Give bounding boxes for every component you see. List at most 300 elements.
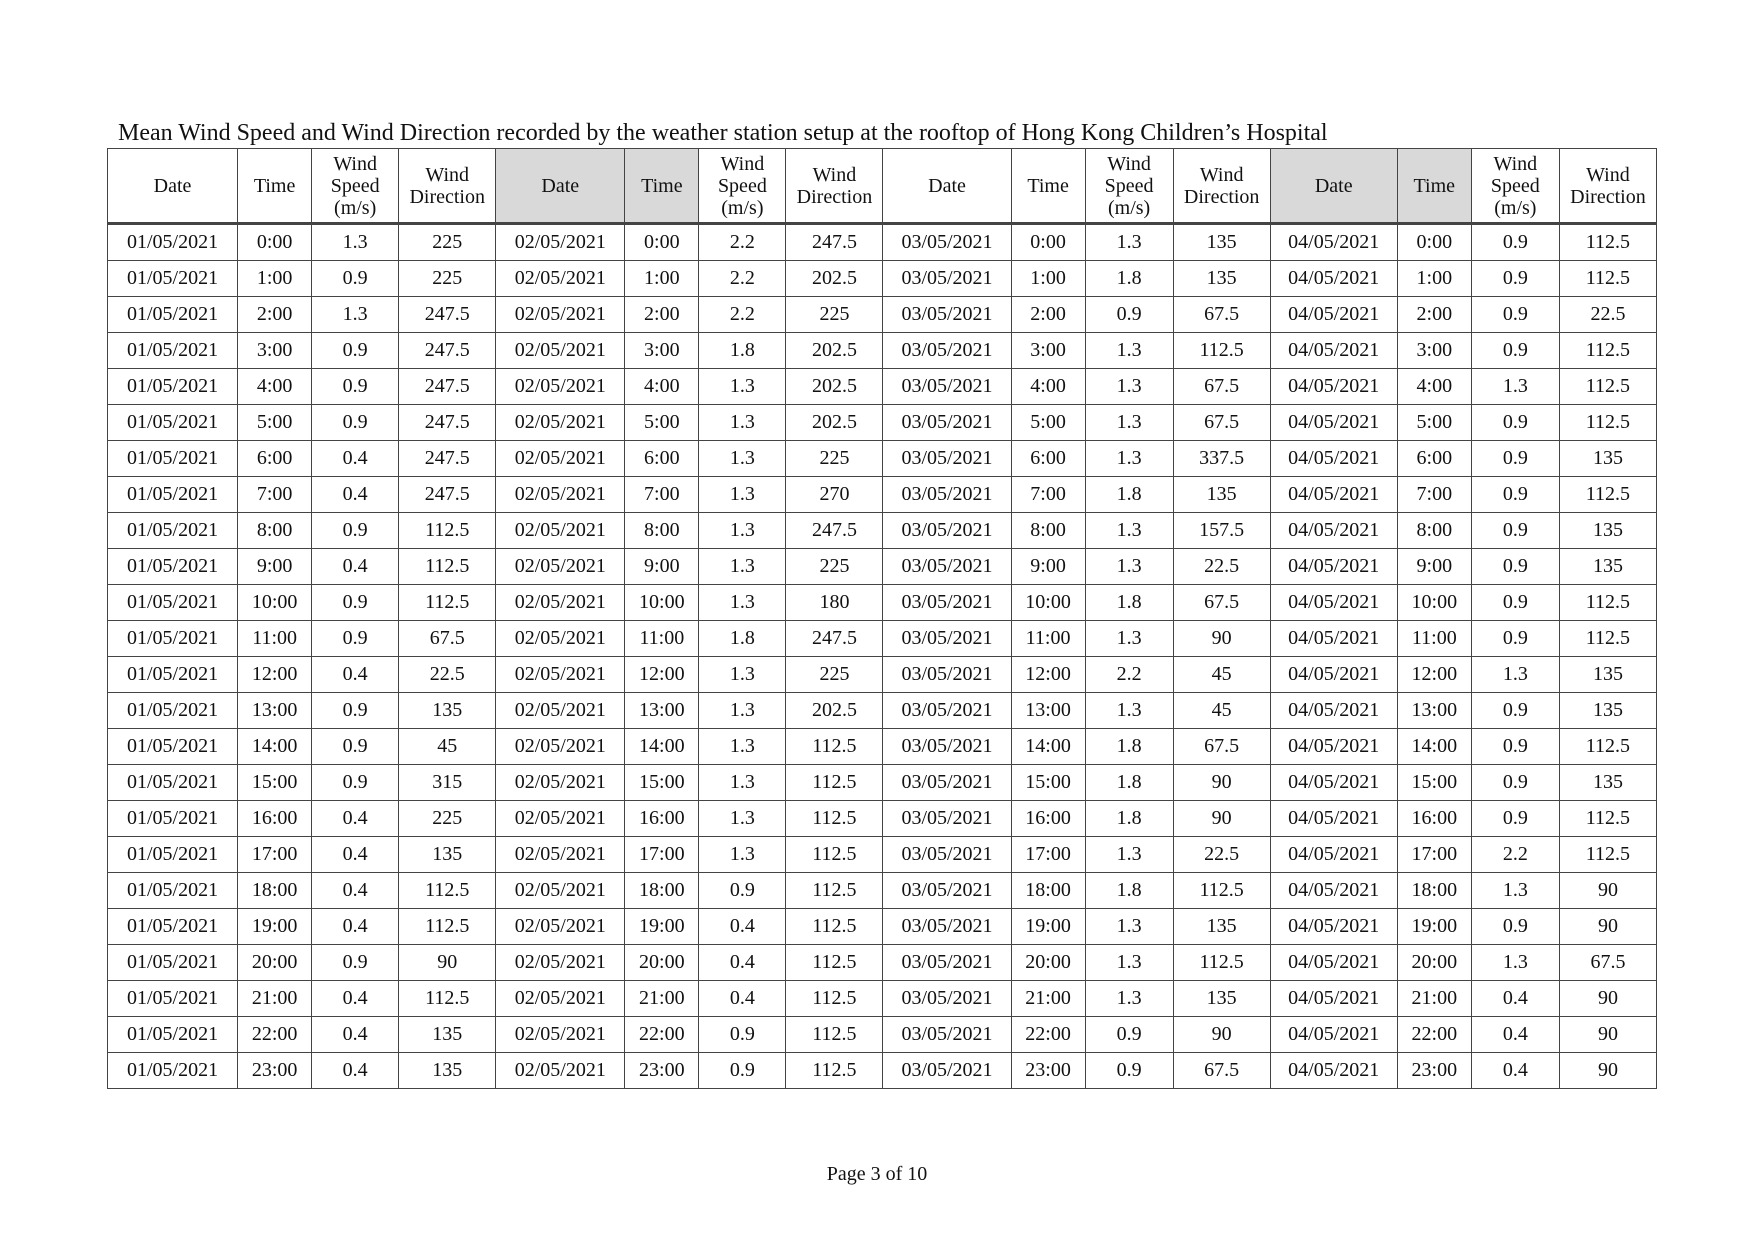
wind-speed-cell: 1.3 — [1471, 369, 1559, 405]
wind-speed-cell: 1.3 — [699, 441, 786, 477]
wind-direction-cell: 135 — [1173, 224, 1270, 261]
date-cell: 04/05/2021 — [1270, 1017, 1397, 1053]
time-cell: 8:00 — [1011, 513, 1085, 549]
date-cell: 01/05/2021 — [108, 549, 238, 585]
wind-direction-cell: 112.5 — [1559, 261, 1656, 297]
wind-speed-cell: 0.9 — [1471, 801, 1559, 837]
header-wind-speed-1: Wind Speed (m/s) — [312, 149, 399, 224]
time-cell: 11:00 — [1397, 621, 1471, 657]
wind-speed-cell: 1.3 — [699, 405, 786, 441]
wind-direction-cell: 112.5 — [1559, 224, 1656, 261]
time-cell: 0:00 — [238, 224, 312, 261]
time-cell: 9:00 — [1011, 549, 1085, 585]
time-cell: 2:00 — [1397, 297, 1471, 333]
time-cell: 18:00 — [1011, 873, 1085, 909]
wind-speed-cell: 0.9 — [312, 621, 399, 657]
time-cell: 14:00 — [1397, 729, 1471, 765]
wind-direction-cell: 247.5 — [786, 513, 883, 549]
table-row — [108, 441, 1657, 477]
time-cell: 4:00 — [238, 369, 312, 405]
wind-speed-cell: 1.3 — [312, 224, 399, 261]
wind-speed-cell: 0.4 — [312, 441, 399, 477]
time-cell: 11:00 — [238, 621, 312, 657]
date-cell: 01/05/2021 — [108, 765, 238, 801]
time-cell: 22:00 — [625, 1017, 699, 1053]
header-time-2: Time — [625, 149, 699, 224]
time-cell: 0:00 — [1397, 224, 1471, 261]
date-cell: 02/05/2021 — [496, 441, 625, 477]
date-cell: 03/05/2021 — [883, 261, 1011, 297]
wind-speed-cell: 0.9 — [1471, 441, 1559, 477]
time-cell: 21:00 — [238, 981, 312, 1017]
table-row — [108, 297, 1657, 333]
table-row — [108, 405, 1657, 441]
time-cell: 4:00 — [625, 369, 699, 405]
time-cell: 13:00 — [1397, 693, 1471, 729]
wind-speed-cell: 1.3 — [699, 657, 786, 693]
time-cell: 4:00 — [1397, 369, 1471, 405]
wind-direction-cell: 112.5 — [1559, 621, 1656, 657]
wind-direction-cell: 247.5 — [399, 333, 496, 369]
date-cell: 04/05/2021 — [1270, 333, 1397, 369]
time-cell: 17:00 — [1397, 837, 1471, 873]
wind-direction-cell: 135 — [399, 1017, 496, 1053]
date-cell: 02/05/2021 — [496, 909, 625, 945]
date-cell: 04/05/2021 — [1270, 441, 1397, 477]
wind-direction-cell: 112.5 — [399, 549, 496, 585]
date-cell: 02/05/2021 — [496, 873, 625, 909]
date-cell: 04/05/2021 — [1270, 657, 1397, 693]
time-cell: 14:00 — [238, 729, 312, 765]
time-cell: 15:00 — [625, 765, 699, 801]
wind-direction-cell: 112.5 — [399, 981, 496, 1017]
wind-direction-cell: 135 — [1559, 441, 1656, 477]
wind-speed-cell: 0.4 — [1471, 1053, 1559, 1089]
header-time-1: Time — [238, 149, 312, 224]
date-cell: 03/05/2021 — [883, 801, 1011, 837]
wind-direction-cell: 90 — [1559, 981, 1656, 1017]
wind-speed-cell: 0.4 — [312, 549, 399, 585]
wind-speed-cell: 1.3 — [1085, 369, 1173, 405]
time-cell: 16:00 — [625, 801, 699, 837]
date-cell: 03/05/2021 — [883, 621, 1011, 657]
time-cell: 9:00 — [238, 549, 312, 585]
time-cell: 5:00 — [1397, 405, 1471, 441]
wind-direction-cell: 112.5 — [399, 909, 496, 945]
header-wind-speed-2: Wind Speed (m/s) — [699, 149, 786, 224]
date-cell: 03/05/2021 — [883, 909, 1011, 945]
header-wind-direction-2: Wind Direction — [786, 149, 883, 224]
wind-direction-cell: 67.5 — [1173, 405, 1270, 441]
time-cell: 6:00 — [1397, 441, 1471, 477]
time-cell: 3:00 — [238, 333, 312, 369]
date-cell: 02/05/2021 — [496, 297, 625, 333]
time-cell: 2:00 — [625, 297, 699, 333]
wind-speed-cell: 1.8 — [1085, 585, 1173, 621]
time-cell: 8:00 — [1397, 513, 1471, 549]
time-cell: 18:00 — [238, 873, 312, 909]
date-cell: 01/05/2021 — [108, 981, 238, 1017]
wind-speed-cell: 1.3 — [1085, 549, 1173, 585]
time-cell: 14:00 — [625, 729, 699, 765]
date-cell: 02/05/2021 — [496, 801, 625, 837]
date-cell: 02/05/2021 — [496, 1053, 625, 1089]
wind-speed-cell: 0.4 — [312, 873, 399, 909]
time-cell: 1:00 — [1397, 261, 1471, 297]
date-cell: 04/05/2021 — [1270, 981, 1397, 1017]
date-cell: 01/05/2021 — [108, 693, 238, 729]
wind-direction-cell: 90 — [1559, 1053, 1656, 1089]
date-cell: 02/05/2021 — [496, 765, 625, 801]
wind-direction-cell: 112.5 — [786, 945, 883, 981]
time-cell: 23:00 — [625, 1053, 699, 1089]
date-cell: 03/05/2021 — [883, 729, 1011, 765]
header-date-1: Date — [108, 149, 238, 224]
wind-direction-cell: 90 — [1559, 1017, 1656, 1053]
date-cell: 02/05/2021 — [496, 729, 625, 765]
date-cell: 01/05/2021 — [108, 1017, 238, 1053]
wind-direction-cell: 112.5 — [1559, 405, 1656, 441]
wind-direction-cell: 67.5 — [1173, 1053, 1270, 1089]
wind-speed-cell: 0.4 — [312, 657, 399, 693]
wind-direction-cell: 112.5 — [1173, 333, 1270, 369]
table-row — [108, 333, 1657, 369]
wind-speed-cell: 1.8 — [699, 333, 786, 369]
wind-direction-cell: 247.5 — [399, 405, 496, 441]
wind-direction-cell: 90 — [1173, 765, 1270, 801]
time-cell: 22:00 — [1397, 1017, 1471, 1053]
wind-direction-cell: 90 — [1559, 873, 1656, 909]
wind-speed-cell: 0.4 — [312, 1017, 399, 1053]
wind-direction-cell: 202.5 — [786, 693, 883, 729]
time-cell: 17:00 — [238, 837, 312, 873]
time-cell: 15:00 — [1397, 765, 1471, 801]
time-cell: 12:00 — [238, 657, 312, 693]
wind-direction-cell: 135 — [1173, 981, 1270, 1017]
header-time-3: Time — [1011, 149, 1085, 224]
wind-speed-cell: 0.9 — [1085, 1017, 1173, 1053]
table-row — [108, 909, 1657, 945]
time-cell: 22:00 — [238, 1017, 312, 1053]
time-cell: 5:00 — [625, 405, 699, 441]
date-cell: 04/05/2021 — [1270, 549, 1397, 585]
wind-speed-cell: 2.2 — [699, 297, 786, 333]
wind-direction-cell: 202.5 — [786, 405, 883, 441]
wind-speed-cell: 1.8 — [699, 621, 786, 657]
table-row — [108, 224, 1657, 261]
time-cell: 19:00 — [1397, 909, 1471, 945]
table-row — [108, 549, 1657, 585]
wind-direction-cell: 315 — [399, 765, 496, 801]
date-cell: 04/05/2021 — [1270, 1053, 1397, 1089]
wind-direction-cell: 67.5 — [1173, 585, 1270, 621]
time-cell: 21:00 — [1011, 981, 1085, 1017]
table-row — [108, 657, 1657, 693]
wind-direction-cell: 112.5 — [786, 981, 883, 1017]
wind-speed-cell: 1.3 — [1085, 981, 1173, 1017]
wind-speed-cell: 1.3 — [699, 765, 786, 801]
date-cell: 03/05/2021 — [883, 405, 1011, 441]
wind-speed-cell: 1.3 — [1085, 909, 1173, 945]
wind-direction-cell: 337.5 — [1173, 441, 1270, 477]
time-cell: 1:00 — [625, 261, 699, 297]
wind-speed-cell: 0.9 — [699, 1053, 786, 1089]
date-cell: 04/05/2021 — [1270, 297, 1397, 333]
time-cell: 15:00 — [1011, 765, 1085, 801]
date-cell: 01/05/2021 — [108, 224, 238, 261]
table-row — [108, 873, 1657, 909]
time-cell: 12:00 — [625, 657, 699, 693]
time-cell: 14:00 — [1011, 729, 1085, 765]
wind-direction-cell: 112.5 — [786, 801, 883, 837]
wind-direction-cell: 67.5 — [1173, 369, 1270, 405]
time-cell: 15:00 — [238, 765, 312, 801]
table-caption: Mean Wind Speed and Wind Direction recorded by the weather station setup at the rooftop of Hong Kong Children’s Hospital — [118, 120, 1328, 146]
wind-speed-cell: 0.9 — [699, 1017, 786, 1053]
wind-direction-cell: 112.5 — [1173, 873, 1270, 909]
date-cell: 03/05/2021 — [883, 585, 1011, 621]
wind-speed-cell: 1.3 — [1085, 945, 1173, 981]
time-cell: 1:00 — [238, 261, 312, 297]
time-cell: 21:00 — [1397, 981, 1471, 1017]
wind-speed-cell: 0.4 — [312, 801, 399, 837]
date-cell: 02/05/2021 — [496, 585, 625, 621]
time-cell: 6:00 — [625, 441, 699, 477]
date-cell: 04/05/2021 — [1270, 585, 1397, 621]
wind-direction-cell: 112.5 — [786, 1053, 883, 1089]
date-cell: 04/05/2021 — [1270, 837, 1397, 873]
date-cell: 03/05/2021 — [883, 477, 1011, 513]
date-cell: 03/05/2021 — [883, 873, 1011, 909]
time-cell: 1:00 — [1011, 261, 1085, 297]
wind-speed-cell: 0.9 — [1085, 297, 1173, 333]
table-row — [108, 981, 1657, 1017]
wind-speed-cell: 1.8 — [1085, 801, 1173, 837]
wind-direction-cell: 90 — [1559, 909, 1656, 945]
date-cell: 04/05/2021 — [1270, 765, 1397, 801]
time-cell: 23:00 — [1397, 1053, 1471, 1089]
wind-direction-cell: 112.5 — [786, 909, 883, 945]
time-cell: 5:00 — [238, 405, 312, 441]
wind-speed-cell: 1.3 — [699, 837, 786, 873]
wind-direction-cell: 112.5 — [786, 765, 883, 801]
wind-speed-cell: 0.9 — [1085, 1053, 1173, 1089]
wind-direction-cell: 67.5 — [1559, 945, 1656, 981]
date-cell: 03/05/2021 — [883, 1053, 1011, 1089]
date-cell: 03/05/2021 — [883, 441, 1011, 477]
date-cell: 04/05/2021 — [1270, 477, 1397, 513]
wind-speed-cell: 0.9 — [312, 765, 399, 801]
wind-direction-cell: 247.5 — [399, 441, 496, 477]
date-cell: 04/05/2021 — [1270, 405, 1397, 441]
date-cell: 01/05/2021 — [108, 873, 238, 909]
wind-data-table — [107, 148, 1657, 1089]
wind-direction-cell: 112.5 — [1559, 837, 1656, 873]
time-cell: 6:00 — [238, 441, 312, 477]
date-cell: 02/05/2021 — [496, 405, 625, 441]
wind-direction-cell: 247.5 — [399, 297, 496, 333]
wind-direction-cell: 225 — [399, 261, 496, 297]
header-wind-direction-4: Wind Direction — [1559, 149, 1656, 224]
wind-direction-cell: 45 — [1173, 693, 1270, 729]
time-cell: 20:00 — [625, 945, 699, 981]
time-cell: 3:00 — [1011, 333, 1085, 369]
wind-speed-cell: 1.3 — [1085, 693, 1173, 729]
table-row — [108, 945, 1657, 981]
time-cell: 7:00 — [238, 477, 312, 513]
wind-direction-cell: 135 — [1173, 909, 1270, 945]
date-cell: 04/05/2021 — [1270, 261, 1397, 297]
table-row — [108, 765, 1657, 801]
wind-direction-cell: 112.5 — [786, 873, 883, 909]
time-cell: 23:00 — [238, 1053, 312, 1089]
wind-direction-cell: 135 — [1559, 765, 1656, 801]
time-cell: 9:00 — [625, 549, 699, 585]
wind-direction-cell: 112.5 — [786, 1017, 883, 1053]
wind-direction-cell: 112.5 — [399, 513, 496, 549]
date-cell: 02/05/2021 — [496, 621, 625, 657]
wind-speed-cell: 1.3 — [1085, 837, 1173, 873]
time-cell: 0:00 — [1011, 224, 1085, 261]
wind-direction-cell: 247.5 — [399, 369, 496, 405]
date-cell: 01/05/2021 — [108, 261, 238, 297]
header-date-2: Date — [496, 149, 625, 224]
date-cell: 01/05/2021 — [108, 621, 238, 657]
header-date-4: Date — [1270, 149, 1397, 224]
date-cell: 02/05/2021 — [496, 513, 625, 549]
wind-speed-cell: 1.3 — [312, 297, 399, 333]
time-cell: 23:00 — [1011, 1053, 1085, 1089]
wind-speed-cell: 0.9 — [1471, 693, 1559, 729]
wind-speed-cell: 0.9 — [1471, 333, 1559, 369]
date-cell: 02/05/2021 — [496, 657, 625, 693]
wind-direction-cell: 112.5 — [1559, 333, 1656, 369]
wind-speed-cell: 1.3 — [699, 513, 786, 549]
wind-direction-cell: 112.5 — [1559, 477, 1656, 513]
date-cell: 03/05/2021 — [883, 945, 1011, 981]
time-cell: 18:00 — [1397, 873, 1471, 909]
wind-direction-cell: 45 — [399, 729, 496, 765]
date-cell: 01/05/2021 — [108, 441, 238, 477]
time-cell: 10:00 — [238, 585, 312, 621]
wind-speed-cell: 0.4 — [312, 1053, 399, 1089]
time-cell: 16:00 — [1011, 801, 1085, 837]
wind-speed-cell: 0.9 — [1471, 405, 1559, 441]
wind-direction-cell: 202.5 — [786, 333, 883, 369]
wind-direction-cell: 67.5 — [1173, 297, 1270, 333]
date-cell: 03/05/2021 — [883, 224, 1011, 261]
time-cell: 8:00 — [238, 513, 312, 549]
wind-speed-cell: 0.9 — [1471, 297, 1559, 333]
date-cell: 04/05/2021 — [1270, 224, 1397, 261]
wind-speed-cell: 0.9 — [312, 333, 399, 369]
date-cell: 02/05/2021 — [496, 477, 625, 513]
wind-direction-cell: 225 — [786, 441, 883, 477]
time-cell: 2:00 — [1011, 297, 1085, 333]
wind-direction-cell: 135 — [1559, 549, 1656, 585]
wind-direction-cell: 135 — [1173, 261, 1270, 297]
wind-direction-cell: 247.5 — [786, 224, 883, 261]
time-cell: 10:00 — [1011, 585, 1085, 621]
time-cell: 20:00 — [1397, 945, 1471, 981]
time-cell: 13:00 — [1011, 693, 1085, 729]
time-cell: 13:00 — [625, 693, 699, 729]
wind-direction-cell: 225 — [786, 297, 883, 333]
wind-speed-cell: 0.4 — [699, 981, 786, 1017]
date-cell: 01/05/2021 — [108, 477, 238, 513]
wind-direction-cell: 67.5 — [1173, 729, 1270, 765]
date-cell: 01/05/2021 — [108, 729, 238, 765]
date-cell: 04/05/2021 — [1270, 945, 1397, 981]
date-cell: 01/05/2021 — [108, 801, 238, 837]
wind-speed-cell: 1.8 — [1085, 729, 1173, 765]
header-time-4: Time — [1397, 149, 1471, 224]
wind-direction-cell: 22.5 — [1559, 297, 1656, 333]
wind-speed-cell: 1.8 — [1085, 477, 1173, 513]
wind-direction-cell: 90 — [1173, 1017, 1270, 1053]
header-date-3: Date — [883, 149, 1011, 224]
date-cell: 03/05/2021 — [883, 549, 1011, 585]
page-number: Page 3 of 10 — [826, 1163, 928, 1185]
wind-speed-cell: 1.3 — [1085, 621, 1173, 657]
date-cell: 02/05/2021 — [496, 261, 625, 297]
wind-direction-cell: 180 — [786, 585, 883, 621]
wind-speed-cell: 0.9 — [1471, 765, 1559, 801]
wind-speed-cell: 0.9 — [312, 693, 399, 729]
wind-speed-cell: 0.9 — [1471, 477, 1559, 513]
date-cell: 01/05/2021 — [108, 513, 238, 549]
wind-speed-cell: 0.4 — [699, 909, 786, 945]
date-cell: 02/05/2021 — [496, 369, 625, 405]
time-cell: 10:00 — [1397, 585, 1471, 621]
wind-direction-cell: 90 — [1173, 801, 1270, 837]
time-cell: 10:00 — [625, 585, 699, 621]
wind-speed-cell: 1.3 — [699, 585, 786, 621]
date-cell: 01/05/2021 — [108, 1053, 238, 1089]
wind-speed-cell: 0.4 — [312, 477, 399, 513]
wind-direction-cell: 112.5 — [786, 837, 883, 873]
wind-speed-cell: 2.2 — [1471, 837, 1559, 873]
wind-direction-cell: 225 — [399, 801, 496, 837]
time-cell: 12:00 — [1397, 657, 1471, 693]
date-cell: 04/05/2021 — [1270, 729, 1397, 765]
time-cell: 22:00 — [1011, 1017, 1085, 1053]
wind-direction-cell: 225 — [786, 657, 883, 693]
date-cell: 01/05/2021 — [108, 837, 238, 873]
table-row — [108, 369, 1657, 405]
time-cell: 19:00 — [238, 909, 312, 945]
date-cell: 02/05/2021 — [496, 837, 625, 873]
header-wind-direction-1: Wind Direction — [399, 149, 496, 224]
table-row — [108, 837, 1657, 873]
wind-direction-cell: 202.5 — [786, 369, 883, 405]
date-cell: 04/05/2021 — [1270, 621, 1397, 657]
time-cell: 20:00 — [1011, 945, 1085, 981]
date-cell: 03/05/2021 — [883, 837, 1011, 873]
table-row — [108, 1053, 1657, 1089]
date-cell: 02/05/2021 — [496, 981, 625, 1017]
wind-speed-cell: 0.4 — [1471, 981, 1559, 1017]
wind-speed-cell: 0.9 — [1471, 549, 1559, 585]
time-cell: 12:00 — [1011, 657, 1085, 693]
time-cell: 13:00 — [238, 693, 312, 729]
date-cell: 01/05/2021 — [108, 909, 238, 945]
wind-direction-cell: 45 — [1173, 657, 1270, 693]
wind-speed-cell: 2.2 — [699, 261, 786, 297]
time-cell: 3:00 — [1397, 333, 1471, 369]
date-cell: 01/05/2021 — [108, 405, 238, 441]
wind-speed-cell: 1.3 — [1471, 945, 1559, 981]
